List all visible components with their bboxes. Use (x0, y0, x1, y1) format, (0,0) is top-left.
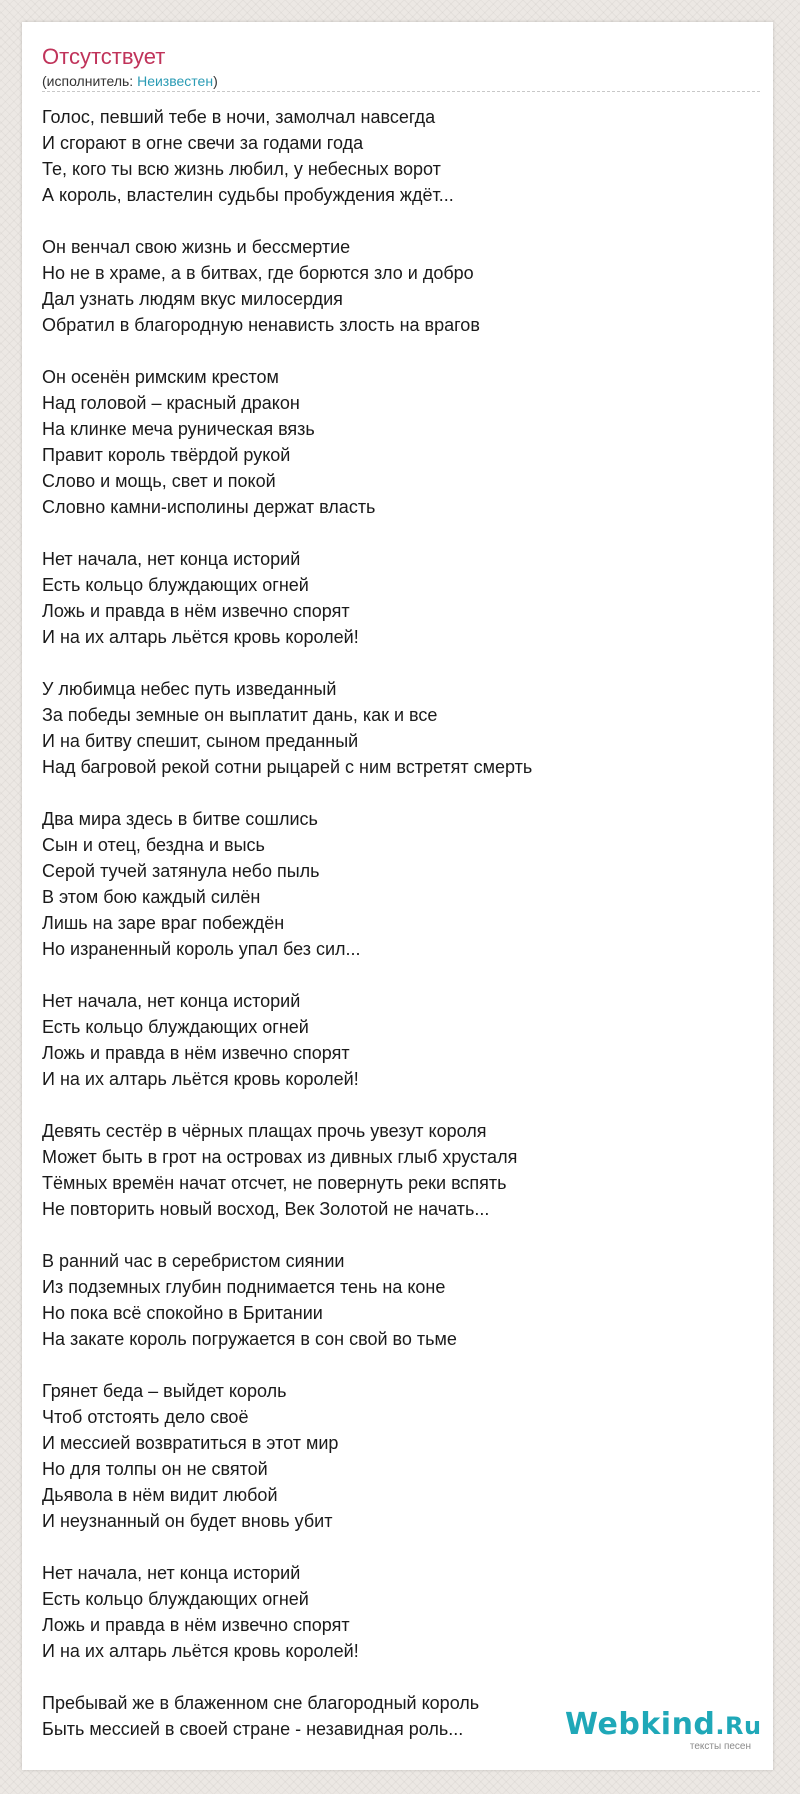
lyrics-card (22, 22, 773, 1770)
lyric-line: Обратил в благородную ненависть злость на врагов (42, 315, 480, 335)
lyric-line: Пребывай же в блаженном сне благородный король (42, 1693, 480, 1713)
lyric-line: Грянет беда – выйдет король (42, 1381, 287, 1401)
lyric-line: На закате король погружается в сон свой во тьме (42, 1329, 457, 1349)
lyric-line: Есть кольцо блуждающих огней (42, 1017, 309, 1037)
lyric-line: Дал узнать людям вкус милосердия (42, 289, 343, 309)
lyric-line: Но израненный король упал без сил... (42, 939, 361, 959)
lyric-line: За победы земные он выплатит дань, как и все (42, 705, 438, 725)
lyric-line: Дьявола в нём видит любой (42, 1485, 278, 1505)
lyric-line: Нет начала, нет конца историй (42, 991, 301, 1011)
lyric-line: Чтоб отстоять дело своё (42, 1407, 249, 1427)
lyrics-text (42, 104, 757, 1768)
stanza (42, 1378, 757, 1534)
lyric-line: И неузнанный он будет вновь убит (42, 1511, 333, 1531)
lyric-line: Есть кольцо блуждающих огней (42, 575, 309, 595)
lyric-line: Лишь на заре враг побеждён (42, 913, 285, 933)
stanza (42, 234, 757, 338)
stanza (42, 1118, 757, 1222)
lyric-line: Из подземных глубин поднимается тень на коне (42, 1277, 446, 1297)
lyric-line: Словно камни-исполины держат власть (42, 497, 376, 517)
lyric-line: И мессией возвратиться в этот мир (42, 1433, 339, 1453)
logo-tagline: тексты песен (689, 1741, 751, 1752)
title-divider (42, 91, 760, 92)
logo-wordmark (565, 1707, 762, 1742)
lyric-line: А король, властелин судьбы пробуждения ждёт... (42, 185, 454, 205)
performer-prefix: (исполнитель: (42, 73, 138, 89)
lyric-line: Но пока всё спокойно в Британии (42, 1303, 323, 1323)
lyric-line: Есть кольцо блуждающих огней (42, 1589, 309, 1609)
lyric-line: Ложь и правда в нём извечно спорят (42, 601, 350, 621)
lyric-line: И на битву спешит, сыном преданный (42, 731, 359, 751)
lyric-line: И сгорают в огне свечи за годами года (42, 133, 364, 153)
stanza (42, 104, 757, 208)
lyric-line: Девять сестёр в чёрных плащах прочь увезут короля (42, 1121, 487, 1141)
lyric-line: Быть мессией в своей стране - незавидная роль... (42, 1719, 464, 1739)
lyric-line: Тёмных времён начат отсчет, не повернуть реки вспять (42, 1173, 507, 1193)
lyric-line: Ложь и правда в нём извечно спорят (42, 1043, 350, 1063)
lyric-line: В этом бою каждый силён (42, 887, 261, 907)
lyric-line: Правит король твёрдой рукой (42, 445, 291, 465)
lyric-line: Но для толпы он не святой (42, 1459, 268, 1479)
lyric-line: Ложь и правда в нём извечно спорят (42, 1615, 350, 1635)
lyric-line: В ранний час в серебристом сиянии (42, 1251, 345, 1271)
song-title: Отсутствует (42, 44, 166, 69)
lyric-line: Но не в храме, а в битвах, где борются зло и добро (42, 263, 474, 283)
stanza (42, 988, 757, 1092)
logo-name: Webkind (565, 1707, 716, 1742)
stanza (42, 364, 757, 520)
performer-line (42, 73, 218, 89)
lyric-line: Два мира здесь в битве сошлись (42, 809, 318, 829)
lyric-line: На клинке меча руническая вязь (42, 419, 315, 439)
lyric-line: Нет начала, нет конца историй (42, 549, 301, 569)
lyric-line: Над головой – красный дракон (42, 393, 300, 413)
lyric-line: И на их алтарь льётся кровь королей! (42, 627, 359, 647)
stanza (42, 1248, 757, 1352)
lyric-line: Те, кого ты всю жизнь любил, у небесных ворот (42, 159, 441, 179)
lyric-line: Над багровой рекой сотни рыцарей с ним встретят смерть (42, 757, 533, 777)
stanza (42, 806, 757, 962)
lyric-line: У любимца небес путь изведанный (42, 679, 337, 699)
stanza (42, 1560, 757, 1664)
lyric-line: Нет начала, нет конца историй (42, 1563, 301, 1583)
lyric-line: Он венчал свою жизнь и бессмертие (42, 237, 351, 257)
lyric-line: И на их алтарь льётся кровь королей! (42, 1069, 359, 1089)
logo-tld: .Ru (715, 1712, 762, 1740)
stanza (42, 676, 757, 780)
lyric-line: Может быть в грот на островах из дивных глыб хрусталя (42, 1147, 518, 1167)
lyric-line: Не повторить новый восход, Век Золотой не начать... (42, 1199, 490, 1219)
performer-suffix: ) (213, 73, 218, 89)
lyric-line: Серой тучей затянула небо пыль (42, 861, 320, 881)
lyric-line: И на их алтарь льётся кровь королей! (42, 1641, 359, 1661)
lyric-line: Сын и отец, бездна и высь (42, 835, 265, 855)
webkind-logo[interactable] (565, 1707, 762, 1752)
lyric-line: Он осенён римским крестом (42, 367, 279, 387)
lyric-line: Голос, певший тебе в ночи, замолчал навсегда (42, 107, 436, 127)
stanza (42, 546, 757, 650)
performer-link[interactable]: Неизвестен (137, 73, 214, 89)
lyric-line: Слово и мощь, свет и покой (42, 471, 276, 491)
